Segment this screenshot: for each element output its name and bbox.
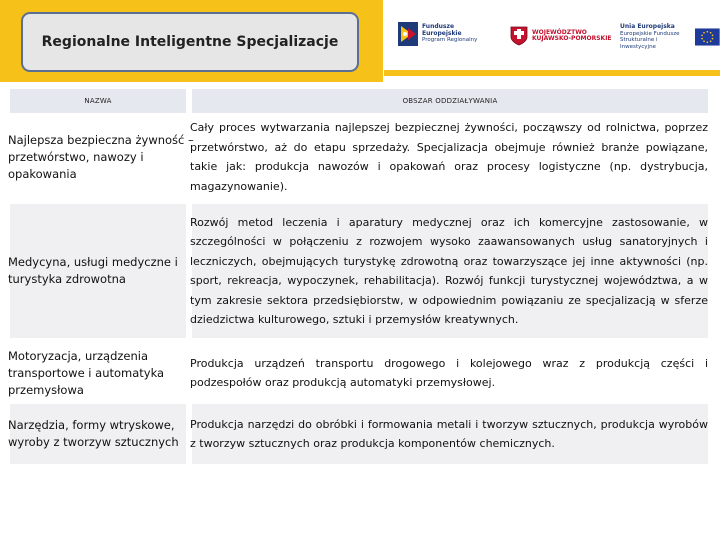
table-row (10, 404, 708, 464)
fe-line1: Fundusze (422, 23, 455, 31)
wojewodztwo-logo (510, 26, 612, 46)
coat-of-arms-icon (510, 26, 528, 46)
table-row (10, 204, 708, 338)
row-name: Narzędzia, formy wtryskowe, wyroby z tworzyw sztucznych (8, 418, 179, 449)
row-area: Rozwój metod leczenia i aparatury medycznej oraz ich komercyjne zastosowanie, w szczególności w połączeniu z rozwojem wysoko zaawansowanych usług sanatoryjnych i leczniczych, obejmujących turystykę zdrowotną oraz towarzyszące jej inne aktywności (np. sport, rekreacja, wypoczynek, rehabilitacja). Rozwój funkcji turystycznej województwa, a w tym zakresie sektora przedsiębiorstw, w odpowiednim powiązaniu ze specjalizacją w sferze dziedzictwa kulturowego, sztuki i przemysłów kreatywnych. (190, 215, 708, 326)
row-name: Najlepsza bezpieczna żywność – przetwórstwo, nawozy i opakowania (8, 132, 194, 181)
fe-line2: Europejskie (422, 29, 462, 37)
unia-europejska-logo (620, 24, 720, 50)
column-header-area: OBSZAR ODDZIAŁYWANIA (192, 89, 708, 113)
ue-line2: Europejskie Fundusze (620, 30, 680, 37)
ue-line1: Unia Europejska (620, 23, 675, 30)
woj-line1: WOJEWÓDZTWO (532, 28, 587, 36)
ue-line3: Strukturalne i Inwestycyjne (620, 37, 658, 50)
header-band-edge (378, 0, 383, 82)
fe-star-icon (398, 22, 418, 46)
fundusze-europejskie-logo (398, 22, 477, 46)
row-name: Motoryzacja, urządzenia transportowe i automatyka przemysłowa (8, 348, 165, 397)
page-title: Regionalne Inteligentne Specjalizacje (21, 12, 359, 72)
table-row (10, 116, 708, 198)
woj-line2: KUJAWSKO-POMORSKIE (532, 35, 612, 42)
row-area: Produkcja urządzeń transportu drogowego i kolejowego wraz z produkcją części i podzespołów oraz produkcją automatyki przemysłowej. (190, 356, 708, 389)
row-area: Cały proces wytwarzania najlepszej bezpiecznej żywności, począwszy od rolnictwa, poprzez przetwórstwo, aż do etapu sprzedaży. Specjalizacja obejmuje również branże powiązane, takie jak: produkcja nawozów i opakowań oraz procesy logistyczne (np. dystrybucja, magazynowanie). (190, 121, 708, 193)
fe-line3: Program Regionalny (422, 37, 478, 44)
eu-flag-icon (695, 28, 720, 46)
row-name: Medycyna, usługi medyczne i turystyka zdrowotna (8, 255, 178, 286)
table-row (10, 344, 708, 402)
column-header-name: NAZWA (10, 89, 186, 113)
row-area: Produkcja narzędzi do obróbki i formowania metali i tworzyw sztucznych, produkcja wyrobów z tworzyw sztucznych oraz produkcja komponentów chemicznych. (190, 417, 708, 450)
